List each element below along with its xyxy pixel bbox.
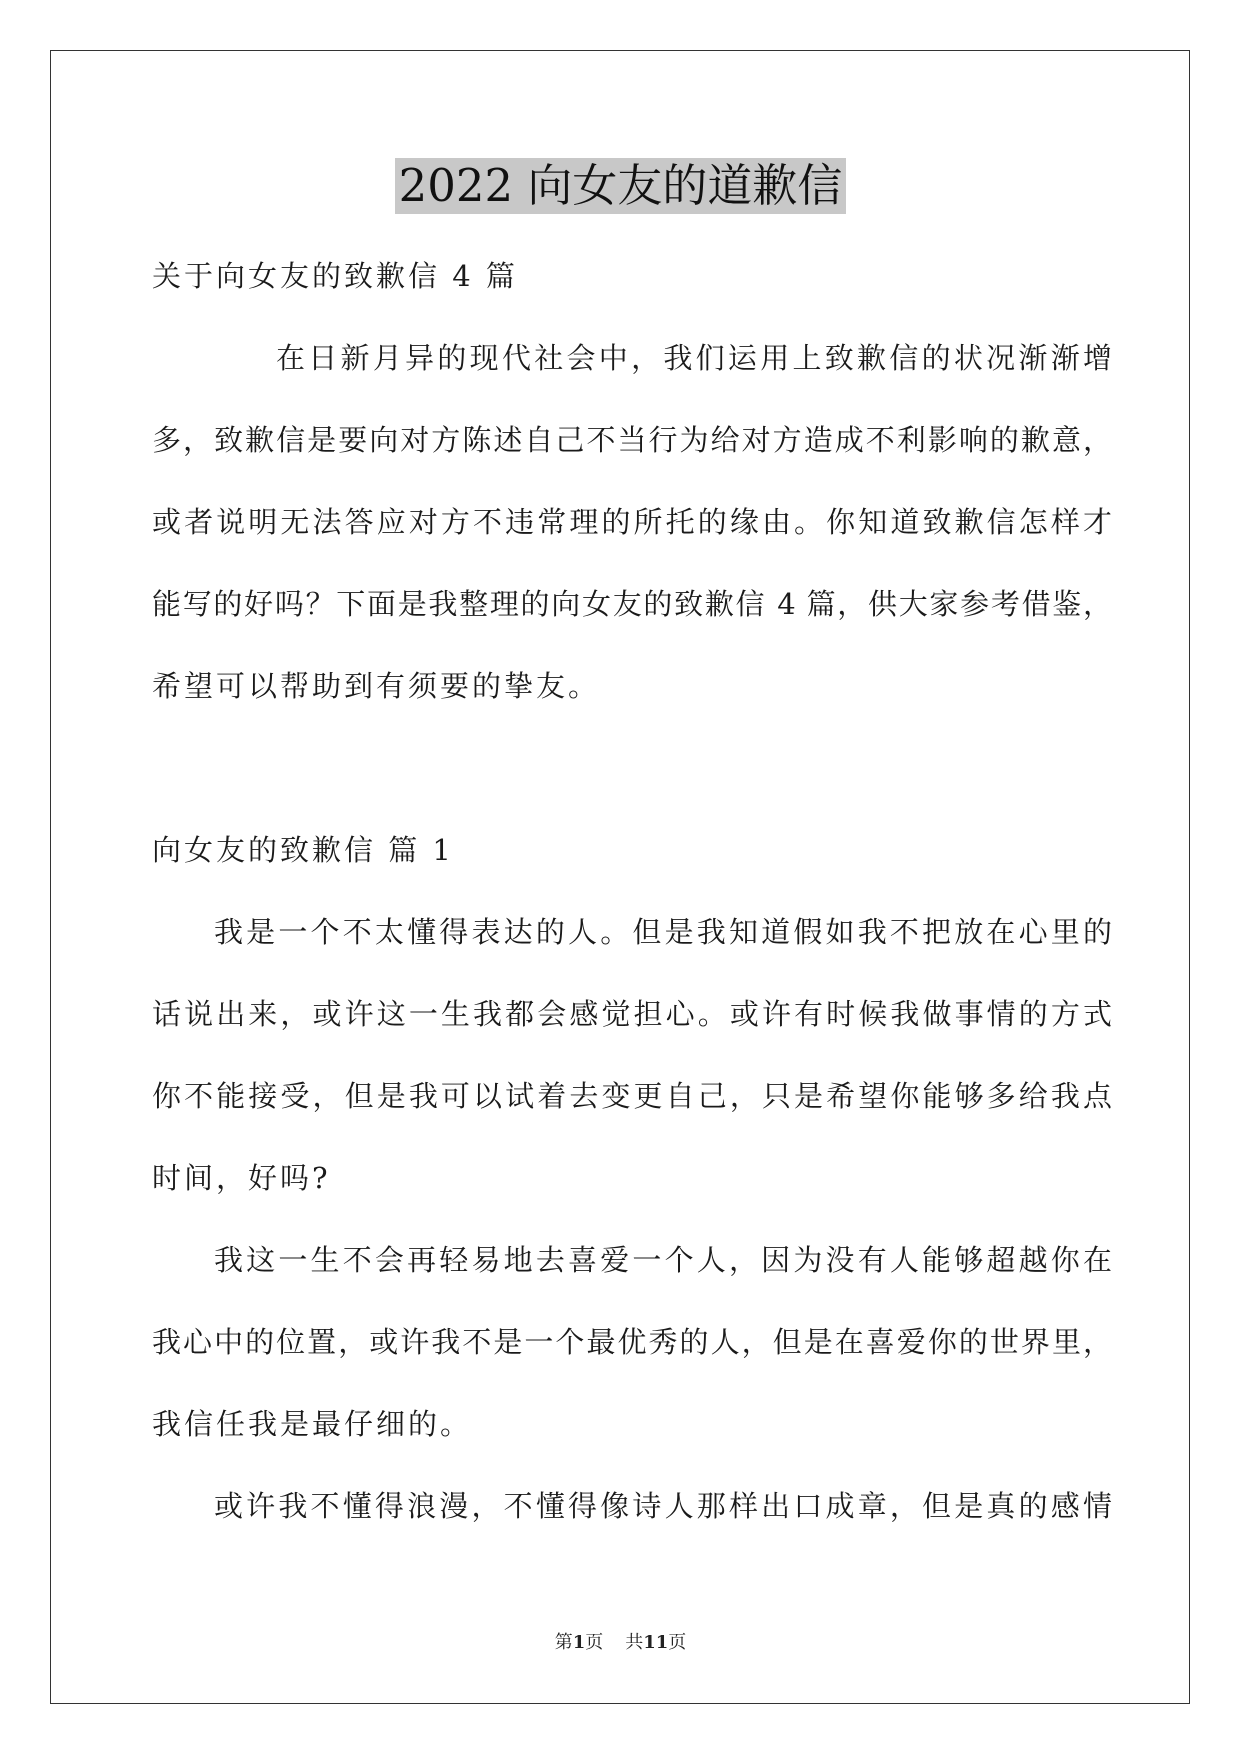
document-title: 2022 向女友的道歉信 xyxy=(395,158,847,214)
document-body xyxy=(152,235,1112,1547)
paragraph-line: 我这一生不会再轻易地去喜爱一个人，因为没有人能够超越你在 xyxy=(214,1243,1112,1277)
paragraph-line: 我信任我是最仔细的。 xyxy=(152,1407,473,1441)
footer-page-unit: 页 xyxy=(585,1632,604,1653)
current-page-number: 1 xyxy=(572,1632,586,1653)
total-pages-number: 11 xyxy=(643,1632,669,1653)
footer-total-prefix: 共 xyxy=(625,1632,644,1653)
intro-line: 能写的好吗？下面是我整理的向女友的致歉信 4 篇，供大家参考借鉴， xyxy=(152,587,1112,621)
paragraph-line: 时间，好吗? xyxy=(152,1161,331,1195)
paragraph-line: 话说出来，或许这一生我都会感觉担心。或许有时候我做事情的方式 xyxy=(152,997,1112,1031)
paragraph-line: 或许我不懂得浪漫，不懂得像诗人那样出口成章，但是真的感情 xyxy=(214,1489,1112,1523)
intro-line: 多，致歉信是要向对方陈述自己不当行为给对方造成不利影响的歉意， xyxy=(152,423,1112,457)
spacer xyxy=(152,727,1112,809)
paragraph-line: 你不能接受，但是我可以试着去变更自己，只是希望你能够多给我点 xyxy=(152,1079,1112,1113)
title-container xyxy=(0,158,1241,214)
intro-line: 或者说明无法答应对方不违常理的所托的缘由。你知道致歉信怎样才 xyxy=(152,505,1112,539)
page-footer xyxy=(0,1628,1241,1654)
document-subtitle: 关于向女友的致歉信 4 篇 xyxy=(152,259,518,293)
footer-total-unit: 页 xyxy=(668,1632,687,1653)
section-heading: 向女友的致歉信 篇 1 xyxy=(152,833,454,867)
intro-line: 在日新月异的现代社会中，我们运用上致歉信的状况渐渐增 xyxy=(276,341,1112,375)
paragraph-line: 我是一个不太懂得表达的人。但是我知道假如我不把放在心里的 xyxy=(214,915,1112,949)
paragraph-line: 我心中的位置，或许我不是一个最优秀的人，但是在喜爱你的世界里， xyxy=(152,1325,1112,1359)
footer-prefix: 第 xyxy=(554,1632,573,1653)
intro-line: 希望可以帮助到有须要的挚友。 xyxy=(152,669,601,703)
